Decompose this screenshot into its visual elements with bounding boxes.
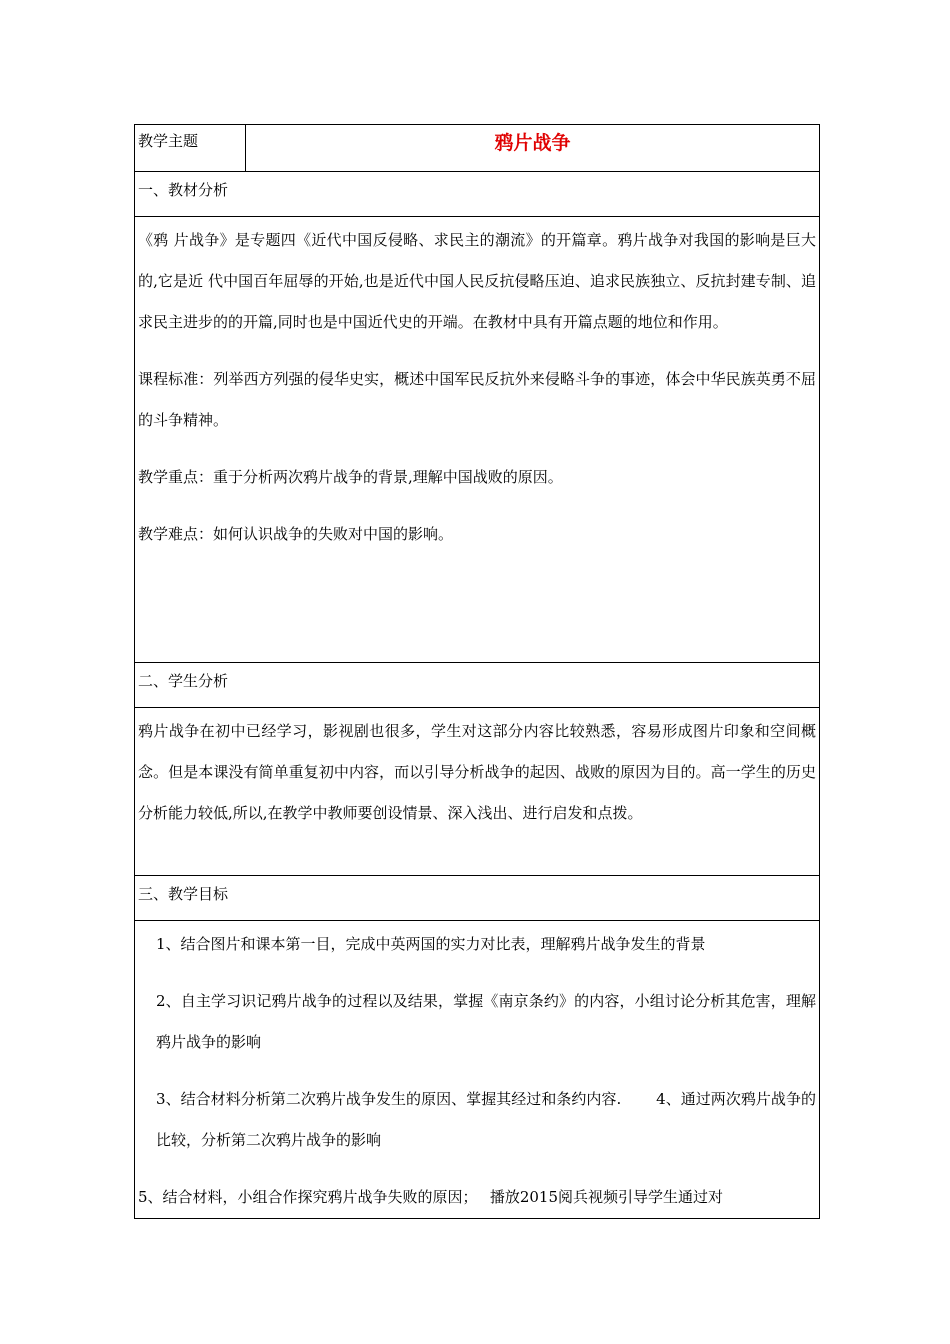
section1-paragraph-2: 课程标准：列举西方列强的侵华史实，概述中国军民反抗外来侵略斗争的事迹，体会中华民族英勇不屈的斗争精神。 [138,370,816,429]
section1-body-row [135,217,820,663]
section2-heading-row [135,663,820,708]
header-row [135,125,820,172]
section2-heading: 二、学生分析 [135,663,820,708]
goal-item-3: 3、结合材料分析第二次鸦片战争发生的原因、掌握其经过和条约内容. 4、通过两次鸦片战争的比较，分析第二次鸦片战争的影响 [156,1090,816,1149]
section1-paragraph-4: 教学难点：如何认识战争的失败对中国的影响。 [138,525,454,543]
section2-body [135,708,820,876]
section2-paragraph-1: 鸦片战争在初中已经学习，影视剧也很多，学生对这部分内容比较熟悉，容易形成图片印象和空间概念。但是本课没有简单重复初中内容，而以引导分析战争的起因、战败的原因为目的。高一学生的历史分析能力较低,所以,在教学中教师要创设情景、深入浅出、进行启发和点拨。 [138,722,816,822]
section1-heading: 一、教材分析 [135,172,820,217]
section1-paragraph-3: 教学重点：重于分析两次鸦片战争的背景,理解中国战败的原因。 [138,468,563,486]
goal-item-1: 1、结合图片和课本第一目，完成中英两国的实力对比表，理解鸦片战争发生的背景 [156,935,706,953]
section3-heading-row [135,876,820,921]
goal-item-2: 2、自主学习识记鸦片战争的过程以及结果，掌握《南京条约》的内容，小组讨论分析其危害，理解鸦片战争的影响 [156,992,816,1051]
lesson-plan-table [134,124,820,1219]
topic-label: 教学主题 [135,125,246,172]
section1-heading-row [135,172,820,217]
lesson-plan-page [134,124,820,1219]
section3-heading: 三、教学目标 [135,876,820,921]
topic-title: 鸦片战争 [246,125,820,172]
section3-body [135,921,820,1219]
section1-body [135,217,820,663]
section1-paragraph-1: 《鸦 片战争》是专题四《近代中国反侵略、求民主的潮流》的开篇章。鸦片战争对我国的影响是巨大的,它是近 代中国百年屈辱的开始,也是近代中国人民反抗侵略压迫、追求民族独立、反抗封建专制、追求民主进步的的开篇,同时也是中国近代史的开端。在教材中具有开篇点题的地位和作用。 [138,231,816,331]
section3-body-row [135,921,820,1219]
section2-body-row [135,708,820,876]
goal-item-4: 5、结合材料，小组合作探究鸦片战争失败的原因； 播放2015阅兵视频引导学生通过对 [138,1188,723,1206]
